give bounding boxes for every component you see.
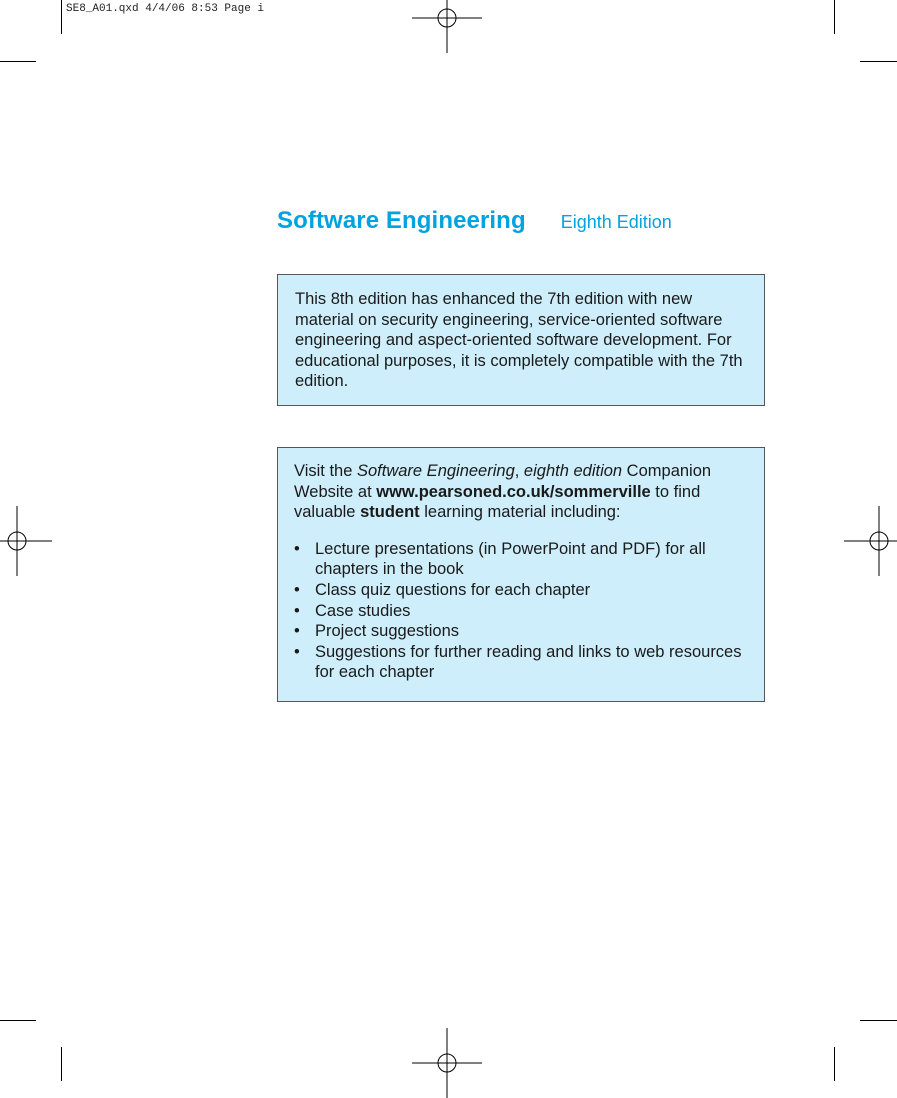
- list-item-text: Class quiz questions for each chapter: [315, 580, 591, 599]
- registration-mark-icon: [412, 1028, 482, 1098]
- list-item: [294, 601, 752, 622]
- intro-box: [277, 274, 765, 406]
- bullet-icon: •: [294, 642, 300, 661]
- list-item: [294, 580, 752, 601]
- crop-mark: [0, 1020, 36, 1021]
- bullet-icon: •: [294, 580, 300, 599]
- website-link[interactable]: www.pearsoned.co.uk/sommerville: [376, 482, 651, 501]
- print-slug: SE8_A01.qxd 4/4/06 8:53 Page i: [66, 3, 265, 15]
- list-item-text: Case studies: [315, 601, 411, 620]
- companion-website-box: [277, 447, 765, 702]
- list-item: [294, 539, 752, 580]
- bullet-icon: •: [294, 622, 300, 641]
- intro-text: This 8th edition has enhanced the 7th edition with new material on security engineering, service-oriented software engineering and aspect-oriented software development. For educational purposes, it is completely compatible with the 7th edition.: [295, 290, 743, 391]
- list-item: [294, 642, 752, 683]
- bullet-icon: •: [294, 539, 300, 558]
- registration-mark-icon: [844, 506, 897, 576]
- page-header: [277, 207, 672, 235]
- rest-text: learning material including:: [419, 503, 621, 522]
- list-item-text: Lecture presentations (in PowerPoint and PDF) for all chapters in the book: [315, 539, 706, 579]
- crop-mark: [860, 61, 897, 62]
- student-text: student: [360, 503, 420, 522]
- list-item: [294, 621, 752, 642]
- crop-mark: [860, 1020, 897, 1021]
- list-item-text: Suggestions for further reading and links to web resources for each chapter: [315, 642, 742, 682]
- registration-mark-icon: [412, 0, 482, 53]
- edition-text: eighth edition: [523, 462, 623, 480]
- bullet-icon: •: [294, 601, 300, 620]
- crop-mark: [61, 1047, 62, 1081]
- crop-mark: [0, 61, 36, 62]
- material-list: [294, 539, 752, 683]
- comma-text: ,: [514, 462, 524, 480]
- book-title: Software Engineering: [356, 462, 515, 480]
- list-item-text: Project suggestions: [315, 622, 459, 641]
- crop-mark: [834, 0, 835, 34]
- website-intro: [294, 461, 752, 523]
- visit-text: Visit the: [294, 462, 357, 480]
- companion-text: Companion Website at: [294, 462, 712, 501]
- page-title: Software Engineering: [277, 207, 526, 234]
- crop-mark: [834, 1047, 835, 1081]
- edition-label: Eighth Edition: [560, 212, 672, 232]
- registration-mark-icon: [0, 506, 52, 576]
- to-find-text: to find valuable: [294, 482, 701, 522]
- crop-mark: [61, 0, 62, 34]
